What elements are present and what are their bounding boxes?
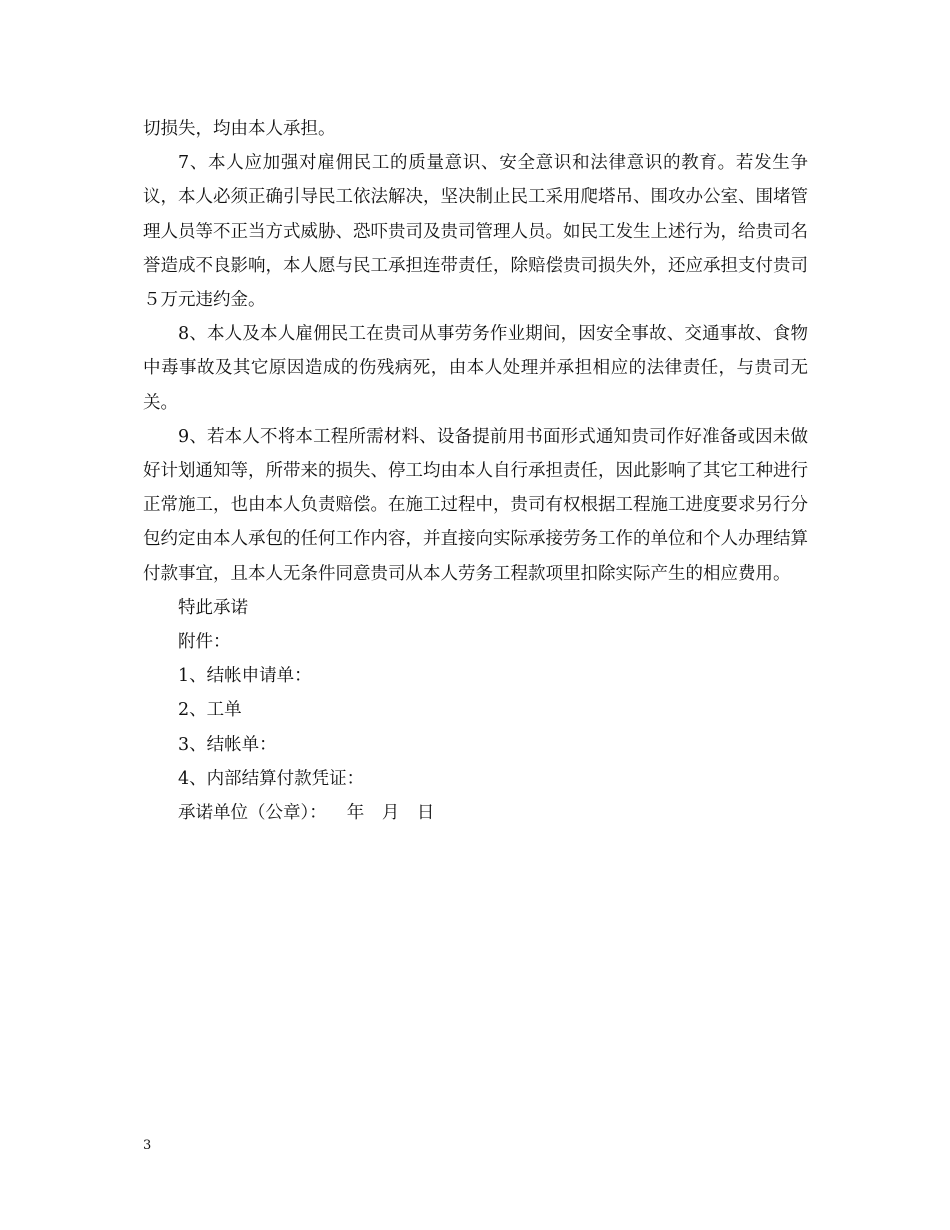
signature-label: 承诺单位（公章）： [178,803,327,824]
page-number: 3 [143,1138,152,1153]
closing-statement: 特此承诺 [178,597,248,618]
attachment-item: 2、工单 [178,700,242,721]
attachment-item: 3、结帐单： [178,734,277,755]
signature-date: 年 月 日 [346,803,441,824]
paragraph-clause-7: 7、本人应加强对雇佣民工的质量意识、安全意识和法律意识的教育。若发生争议，本人必须正确引导民工依法解决，坚决制止民工采用爬塔吊、围攻办公室、围堵管理人员等不正当方式威胁、恐吓贵司及贵司管理人员。如民工发生上述行为，给贵司名誉造成不良影响，本人愿与民工承担连带责任，除赔偿贵司损失外，还应承担支付贵司５万元违约金。 [143,153,808,311]
attachment-item: 1、结帐申请单： [178,666,312,687]
paragraph-clause-8: 8、本人及本人雇佣民工在贵司从事劳务作业期间，因安全事故、交通事故、食物中毒事故及其它原因造成的伤残病死，由本人处理并承担相应的法律责任，与贵司无关。 [143,324,808,413]
paragraph-clause-9: 9、若本人不将本工程所需材料、设备提前用书面形式通知贵司作好准备或因未做好计划通知等，所带来的损失、停工均由本人自行承担责任，因此影响了其它工种进行正常施工，也由本人负责赔偿。在施工过程中，贵司有权根据工程施工进度要求另行分包约定由本人承包的任何工作内容，并直接向实际承接劳务工作的单位和个人办理结算付款事宜，且本人无条件同意贵司从本人劳务工程款项里扣除实际产生的相应费用。 [143,426,808,584]
attachment-item: 4、内部结算付款凭证： [178,768,365,789]
attachments-heading: 附件： [178,632,231,653]
signature-line [143,796,808,830]
document-body [143,112,808,830]
paragraph-continuation: 切损失，均由本人承担。 [143,119,336,139]
